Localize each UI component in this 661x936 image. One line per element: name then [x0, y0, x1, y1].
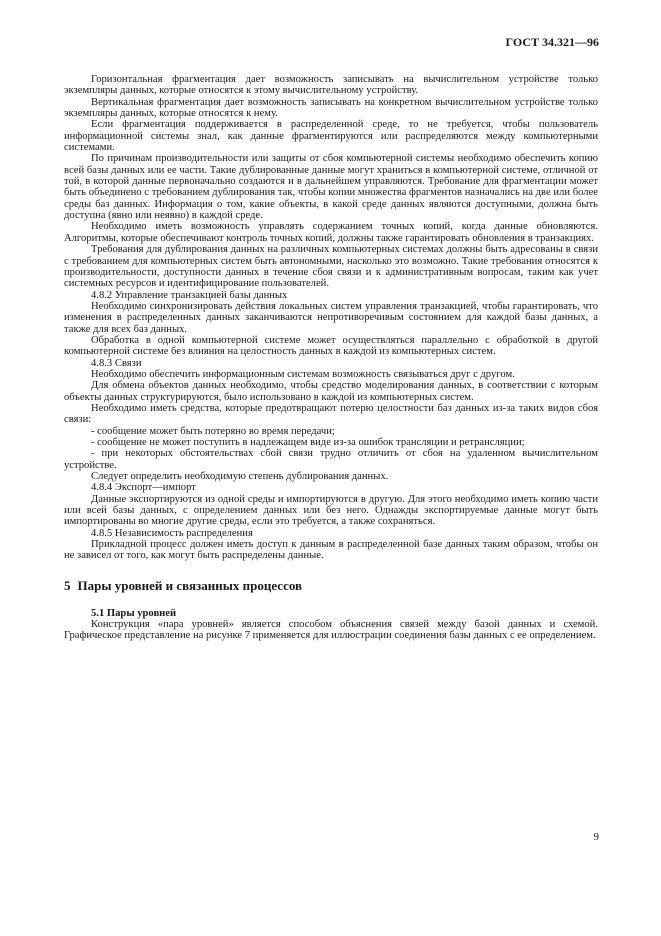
paragraph: Необходимо иметь возможность управлять содержанием точных копий, когда данные обновляются. Алгоритмы, которые обеспечивают контроль точных копий, должны также гарантировать обновления в транзакциях.	[64, 221, 598, 244]
paragraph: Необходимо обеспечить информационным системам возможность связываться друг с другом.	[91, 368, 515, 380]
subsection-title: 4.8.4 Экспорт—импорт	[91, 482, 196, 494]
subsection-title: 4.8.3 Связи	[91, 357, 142, 369]
paragraph: По причинам производительности или защиты от сбоя компьютерной системы необходимо обеспечить копию всей базы данных или ее части. Такие дублированные данные могут храниться в компьютерной системе, отличной от той, в которой данные первоначально создаются и в дальнейшем управляются. Требование для фрагментации может быть объединено с требованием дублирования так, чтобы копии множества фрагментов назначались на две или более среды баз данных. Информация о том, какие объекты, в какой среде данных являются доступными, должна быть доступна (явно или неявно) в каждой среде.	[64, 153, 598, 222]
paragraph: Прикладной процесс должен иметь доступ к данным в распределенной базе данных таким образом, чтобы он не зависел от того, как могут быть распределены данные.	[64, 539, 598, 562]
paragraph: Для обмена объектов данных необходимо, чтобы средство моделирования данных, в соответствии с которым объекты данных структурируются, было использовано в каждой из компьютерных систем.	[64, 380, 598, 403]
subsection-title: 4.8.5 Независимость распределения	[91, 527, 253, 539]
paragraph: Вертикальная фрагментация дает возможность записывать на конкретном вычислительном устройстве только экземпляры данных, которые относятся к нему.	[64, 96, 598, 120]
list-item: - при некоторых обстоятельствах сбой связи трудно отличить от сбоя на удаленном вычислительном устройстве.	[64, 448, 598, 471]
list-item: - сообщение не может поступить в надлежащем виде из-за ошибок трансляции и ретрансляции;	[91, 437, 525, 448]
paragraph: Требования для дублирования данных на различных компьютерных системах должны быть адресованы в связи с требованием для компьютерных систем быть автономными, насколько это возможно. Такие требования относятся к производительности, доступности данных в течение сбоя связи и к административным вопросам, таким как учет системных ресурсов и идентифицирование пользователей.	[64, 244, 598, 290]
section-title: Пары уровней и связанных процессов	[77, 577, 303, 593]
paragraph: Необходимо иметь средства, которые предотвращают потерю целостности баз данных из-за таких видов сбоя связи:	[64, 402, 598, 426]
subsection-title: 4.8.2 Управление транзакцией базы данных	[91, 289, 288, 301]
section-number: 5	[64, 577, 71, 593]
paragraph: Если фрагментация поддерживается в распределенной среде, то не требуется, чтобы пользователь информационной системы знал, как данные фрагментируются или распределяются между компьютерными системами.	[64, 119, 598, 154]
page-number: 9	[593, 831, 599, 843]
paragraph: Обработка в одной компьютерной системе может осуществляться параллельно с обработкой в другой компьютерной системе без влияния на целостность данных в каждой из компьютерных систем.	[64, 334, 598, 358]
paragraph: Данные экспортируются из одной среды и импортируются в другую. Для этого необходимо иметь копию части или всей базы данных, с определением данных или без него. Однажды экспортируемые данные могут быть импортированы во многие другие среды, если это требуется, а также сохраняться.	[64, 493, 598, 528]
section-heading	[64, 562, 598, 594]
document-header	[506, 35, 600, 50]
paragraph: Необходимо синхронизировать действия локальных систем управления транзакцией, чтобы гарантировать, что изменения в распределенных данных заканчиваются непротиворечивым состоянием для каждой базы данных, а также для всех баз данных.	[64, 300, 598, 335]
paragraph: Конструкция «пара уровней» является способом объяснения связей между базой данных и схемой. Графическое представление на рисунке 7 применяется для иллюстрации соединения базы данных с ее определением.	[64, 619, 598, 642]
page-body	[64, 74, 598, 642]
paragraph: Следует определить необходимую степень дублирования данных.	[91, 471, 389, 483]
subsection-heading: 5.1 Пары уровней	[91, 607, 177, 619]
paragraph: Горизонтальная фрагментация дает возможность записывать на вычислительном устройстве только экземпляры данных, которые относятся к этому вычислительному устройству.	[64, 74, 598, 97]
list-item: - сообщение может быть потеряно во время передачи;	[91, 425, 335, 437]
standard-code: ГОСТ 34.321—96	[505, 35, 599, 49]
